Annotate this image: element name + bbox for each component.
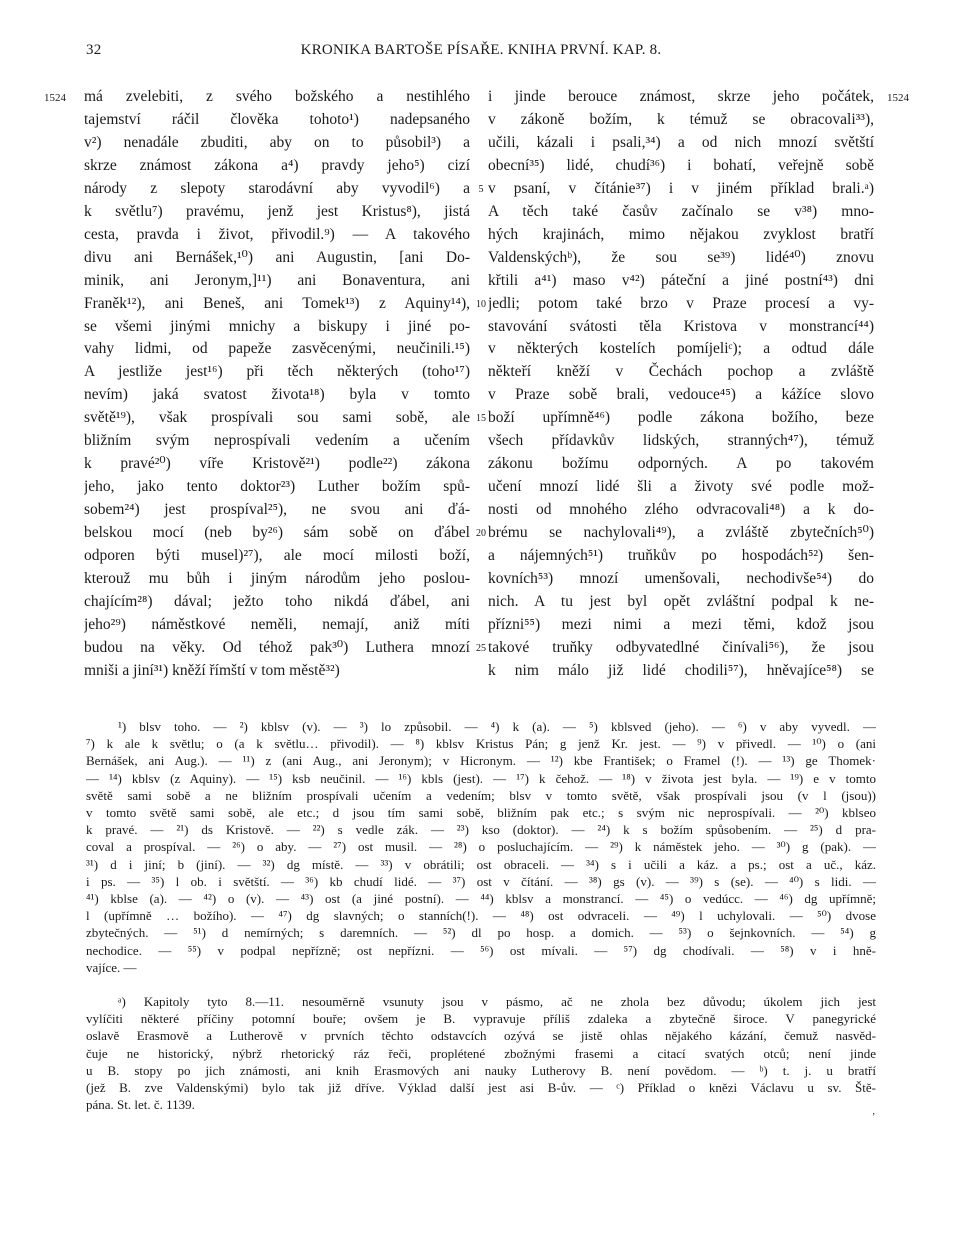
text-line: Valdenskýchᵇ), že sou se³⁹) lidé⁴⁰) znovu [488,248,874,266]
text-line: skrze známost zákona a⁴) pravdy jeho⁵) cizí [84,156,470,174]
text-line: belskou mocí (neb by²⁶) sám sobě on ďábel [84,524,470,542]
footnote-line: ¹) blsv toho. — ²) kblsv (v). — ³) lo způsobil. — ⁴) k (a). — ⁵) kblsved (jeho). — ⁶) v aby vyvedl. — [118,719,876,734]
footnote-line: ⁴¹) kblse (a). — ⁴²) o (v). — ⁴³) ost (a jiné postní). — ⁴⁴) kblsv a monstrancí. — ⁴⁵) o vedúcc. — ⁴⁶) dg upřímně; [86,891,876,907]
line-number: 5 [478,183,484,195]
text-line: stavování svátosti těla Kristova v monstrancí⁴⁴) [488,317,874,335]
text-line: odporen býti musel)²⁷), ale mocí milosti boží, [84,547,470,565]
text-line: má zvelebiti, z svého božského a nestihlého [84,88,470,105]
editor-note-line: oslavě Erasmově a Lutherově v prvních těchto odstavcích ozývá se jistě ohlas nějakého kázání, čemuž nasvěd- [86,1028,876,1044]
text-line: k světlu⁷) pravému, jenž jest Kristus⁸), jistá [84,202,470,220]
text-line: hých krajinách, mimo nějakou zvyklost bratří [488,225,874,243]
editor-note-line: (jež B. zve Valdenskými) bylo tak již dříve. Výklad další jest asi B-ův. — ᶜ) Příklad o knězi Václavu u sv. Ště- [86,1080,876,1096]
footnote-line: ⁷) k ale k světlu; o (a k světlu… přivodil). — ⁸) kblsv Kristus Pán; g jenž Kr. jest. — ⁹) v přivedl. — ¹⁰) o (ani [86,736,876,752]
text-line: světě¹⁹), však prospívali sou sami sobě, ale [84,409,470,427]
text-line: minik, ani Jeronym,]¹¹) ani Bonaventura, ani [84,271,470,289]
text-line: k nim málo již lidé chodili⁵⁷), hněvajíce⁵⁸) se [488,661,874,679]
footnote-line: zbytečných. — ⁵¹) d nemírných; s daremních. — ⁵²) dl po hosp. a domich. — ⁵³) o šejnkovních. — ⁵⁴) g [86,925,876,941]
text-line: národy z slepoty starodávní aby vyvodil⁶) a [84,179,470,197]
text-line: nosti od mnohého zlého odvracovali⁴⁸) a k do- [488,501,874,519]
text-line: A jestliže jest¹⁶) při těch některých (toho¹⁷) [84,363,470,381]
line-number: 10 [476,298,486,310]
editor-notes [86,993,876,1113]
text-line: křtili a⁴¹) maso v⁴²) páteční a jiné postní⁴³) dni [488,271,874,289]
text-line: jedli; potom také brzo v Praze procesí a vy- [488,294,874,312]
text-line: v Praze sobě brali, vedouce⁴⁵) a kážíce slovo [488,386,874,404]
text-line: jeho, jako tento doktor²³) Luther božím spů- [84,478,470,496]
text-line: zákonu božímu odporných. A po takovém [488,455,874,473]
footnote-line: coval a prospíval. — ²⁶) o aby. — ²⁷) ost musil. — ²⁸) o posluchajícím. — ²⁹) k náměstek jeho. — ³⁰) g (pak). — [86,839,876,855]
text-line: mniši a jiní³¹) kněží římští v tom městě³²) [84,661,340,679]
margin-year-right: 1524 [887,92,909,104]
footnotes [86,718,876,976]
text-line: se všemi jinými mnichy a biskupy i jiné po- [84,317,470,335]
text-line: a nájemných⁵¹) truňkův po hospodách⁵²) šen- [488,547,874,565]
text-line: Franěk¹²), ani Beneš, ani Tomek¹³) z Aquiny¹⁴), [84,294,470,312]
text-line: v zákoně božím, k témuž se obracovali³³), [488,110,874,128]
footnote-line: světě sami sobě a ne bližním prospívali učením a vedením; blsv v tomto světě, však prospívali jsou (v l (jsou)) [86,787,876,803]
editor-note-line: u B. stopy po jich známosti, ani knih Erasmových ani nauky Lutherovy B. není povědom. — ᵇ) t. j. u bratří [86,1062,876,1078]
text-line: učení mnozí lidé šli a životy své podle mož- [488,478,874,496]
text-line: tajemství ráčil člověka tohoto¹) nadepsaného [84,110,470,128]
footnote-line: v tomto světě sami sobě, ale etc.; d jsou tím sami sobě, bližním pak etc.; s svým nic neprospívali. — ²⁰) kblseo [86,805,876,821]
text-line: učili, kázali i psali,³⁴) a od nich mnozí světští [488,133,874,151]
footnote-line: l (upřímně … božího). — ⁴⁷) dg slavných; o stanních(!). — ⁴⁸) ost odvraceli. — ⁴⁹) l uchylovali. — ⁵⁰) dvose [86,908,876,924]
footnote-line: Bernášek, ani Aug.). — ¹¹) z (ani Aug., ani Jeronym); v Hicronym. — ¹²) kbe František; o Framel (!). — ¹³) ge Thomek· [86,753,876,769]
text-line: jeho²⁹) náměstkové neměli, nemají, aniž míti [84,615,470,633]
right-text-column [488,86,874,683]
text-line: nich. A tu jest byl opět zvláštní podpal k ne- [488,592,874,610]
left-text-column [84,86,470,683]
text-line: v²) nenadále zbuditi, aby on to působil³) a [84,133,470,151]
margin-year-left: 1524 [44,92,66,104]
line-number: 15 [476,413,486,425]
text-line: i jinde berouce známost, skrze jeho počátek, [488,88,874,105]
running-title: KRONIKA BARTOŠE PÍSAŘE. KNIHA PRVNÍ. KAP. 8. [300,42,662,58]
footnote-line: — ¹⁴) kblsv (z Aquiny). — ¹⁵) ksb neučinil. — ¹⁶) kbls (jest). — ¹⁷) k čehož. — ¹⁸) v života jest byla. — ¹⁹) e v tomto [86,770,876,786]
footnote-line: ³¹) d i jiní; b (jiní). — ³²) dg místě. — ³³) v obrátili; ost obraceli. — ³⁴) s i učili a káz. a ps.; ost a uč., káz. [86,856,876,872]
text-line: k pravé²⁰) víře Kristově²¹) podle²²) zákona [84,455,470,473]
editor-note-line: ᵃ) Kapitoly tyto 8.—11. nesouměrně vsunuty jsou v pásmo, ač ne zhola bez důvodu; úkolem jich jest [118,994,876,1009]
text-line: kterouž mu bůh i jiným národům jeho poslou- [84,570,470,588]
text-line: v psaní, v čítánie³⁷) i v jiném příklad brali.ᵃ) [488,179,874,197]
text-line: vahy lidmi, od papeže zasvěcenými, neučinili.¹⁵) [84,340,470,358]
page-number: 32 [86,42,102,58]
text-line: A těch také časův začínalo se v³⁸) mno- [488,202,874,220]
text-line: bližním svým neprospívali vedením a učením [84,432,470,450]
text-line: přízni⁵⁵) mezi nimi a mezi těmi, kdož jsou [488,615,874,633]
text-line: brému se nachylovali⁴⁹), a zvláště zbytečních⁵⁰) [488,524,874,542]
editor-note-line: pána. St. let. č. 1139. [86,1097,195,1113]
text-line: nevím) jaká svatost života¹⁸) byla v tomto [84,386,470,404]
text-line: v některých kostelích pomíjeliᶜ); a odtud dále [488,340,874,358]
text-line: cesta, pravda i život, přivodil.⁹) — A takového [84,225,470,243]
text-line: všech přídavkův lidských, stranných⁴⁷), témuž [488,432,874,450]
text-line: boží upřímně⁴⁶) podle zákona božího, beze [488,409,874,427]
footnote-line: nechodice. — ⁵⁵) v podpal nepřízně; ost nepřízni. — ⁵⁶) ost mívali. — ⁵⁷) dg chodívali. — ⁵⁸) v i hně- [86,942,876,958]
text-line: takové truňky odbyvatedlné činívali⁵⁶), že jsou [488,638,874,656]
page-mark: ‚ [872,1106,876,1117]
line-number: 25 [476,642,486,654]
text-line: divu ani Bernášek,¹⁰) ani Augustin, [ani Do- [84,248,470,266]
editor-note-line: vylíčiti některé příčiny potomní bouře; ovšem je B. vypravuje příliš zdaleka a zbytečně široce. V panegyrické [86,1011,876,1027]
text-line: obecní³⁵) lidé, chudí³⁶) i bohatí, veřejně sobě [488,156,874,174]
text-line: budou na věky. Od téhož pak³⁰) Luthera mnozí [84,638,470,656]
footnote-line: vajíce. — [86,959,137,975]
text-line: chajícím²⁸) dával; ježto toho nikdá ďábel, ani [84,592,470,610]
footnote-line: i ps. — ³⁵) l ob. i světští. — ³⁶) kb chudí lidé. — ³⁷) ost v čítání. — ³⁸) gs (v). — ³⁹) s (se). — ⁴⁰) s lidi. — [86,873,876,889]
text-line: někteří kněží v Čechách pochop a zvláště [488,363,874,381]
editor-note-line: čuje ne historický, nýbrž rhetorický ráz řeči, proplétené zbožnými frasemi a citací svatých otců; není jinde [86,1045,876,1061]
footnote-line: k pravé. — ²¹) ds Kristově. — ²²) s vedle zák. — ²³) kso (doktor). — ²⁴) k s božím spůsobením. — ²⁵) d pra- [86,822,876,838]
line-number: 20 [476,528,486,540]
text-line: sobem²⁴) jest prospíval²⁵), ne svou ani ďá- [84,501,470,519]
text-line: kovních⁵³) mnozí umenšovali, nechodivše⁵⁴) do [488,570,874,588]
